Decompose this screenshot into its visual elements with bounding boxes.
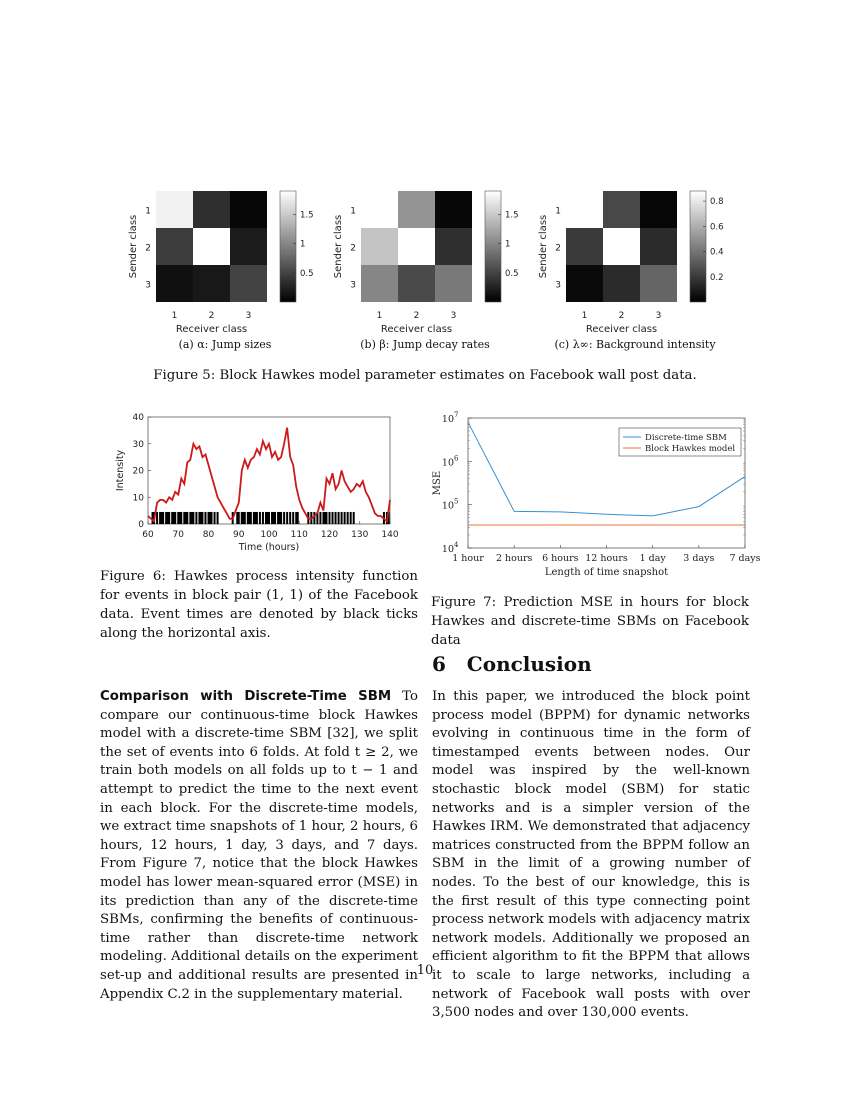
y-tick-label: 10: [441, 414, 454, 425]
heatmap-cell: [193, 228, 230, 265]
x-tick-label: 120: [320, 530, 339, 540]
y-tick-label: 30: [132, 439, 144, 450]
y-axis-label: Sender class: [538, 214, 549, 279]
x-axis-label: Receiver class: [175, 324, 248, 335]
heatmap-cell: [435, 191, 472, 228]
heatmap-cell: [566, 191, 603, 228]
colorbar: [485, 191, 501, 302]
heatmap-cell: [640, 191, 677, 228]
figure6-intensity-chart: [110, 408, 410, 573]
plot-frame: [148, 417, 390, 524]
x-tick-label: 1 hour: [452, 553, 484, 564]
col-tick-label: 2: [618, 311, 625, 321]
heatmap-cell: [398, 228, 435, 265]
heatmap-cell: [398, 265, 435, 302]
row-tick-label: 3: [350, 280, 356, 291]
x-tick-label: 1 day: [639, 553, 666, 564]
figure5-caption: Figure 5: Block Hawkes model parameter estimates on Facebook wall post data.: [153, 368, 697, 383]
x-tick-label: 12 hours: [585, 553, 628, 564]
x-tick-label: 80: [202, 530, 215, 540]
x-tick-label: 130: [351, 530, 369, 540]
x-tick-label: 2 hours: [495, 553, 533, 564]
colorbar-tick-label: 0.8: [710, 197, 724, 208]
row-tick-label: 2: [145, 243, 151, 254]
conclusion-paragraph: In this paper, we introduced the block point process model (BPPM) for dynamic networks evolving in continuous time in the form of timestamped events between nodes. Our model was inspired by the well-known stochastic block model (SBM) for static networks and is a simpler version of the Hawkes IRM. We demonstrated that adjacency matrices constructed from the BPPM follow an SBM in the limit of a growing number of nodes. To the best of our knowledge, this is the first result of this type connecting point process network models with adjacency matrix network models. Additionally we proposed an efficient algorithm to fit the BPPM that allows it to scale to large networks, including a network of Facebook wall posts with over 3,500 nodes and over 130,000 events.: [432, 689, 750, 1021]
legend-label: Block Hawkes model: [645, 444, 736, 454]
figure7-caption: Figure 7: Prediction MSE in hours for block Hawkes and discrete-time SBMs on Facebook data: [431, 595, 749, 648]
heatmap-cell: [603, 191, 640, 228]
y-tick-label: 20: [132, 466, 144, 477]
heatmap-c: [538, 191, 724, 335]
heatmap-cell: [640, 228, 677, 265]
col-tick-label: 1: [376, 311, 383, 321]
col-tick-label: 1: [581, 311, 588, 321]
heatmap-cell: [603, 228, 640, 265]
subcaption-b: (b) β: Jump decay rates: [360, 338, 490, 351]
comparison-runin-heading: Comparison with Discrete-Time SBM: [100, 689, 392, 704]
col-tick-label: 3: [655, 311, 662, 321]
heatmap-cell: [230, 191, 267, 228]
heatmap-cell: [156, 265, 193, 302]
colorbar-tick-label: 0.5: [300, 268, 314, 279]
heatmap-cell: [193, 191, 230, 228]
figure5-heatmaps: [0, 0, 850, 360]
y-tick-label: 10: [132, 493, 144, 504]
heatmap-cell: [398, 191, 435, 228]
row-tick-label: 1: [145, 206, 151, 217]
legend-label: Discrete-time SBM: [645, 433, 727, 443]
colorbar-tick-label: 0.5: [505, 268, 519, 279]
heatmap-b: [333, 191, 519, 335]
heatmap-cell: [435, 228, 472, 265]
heatmap-cell: [435, 265, 472, 302]
col-tick-label: 2: [413, 311, 420, 321]
y-tick-exponent: 7: [454, 411, 459, 419]
colorbar-tick-label: 1.5: [300, 210, 314, 221]
x-axis-label: Time (hours): [238, 542, 300, 553]
y-tick-exponent: 6: [454, 454, 459, 463]
heatmap-cell: [361, 228, 398, 265]
heatmap-cell: [603, 265, 640, 302]
col-tick-label: 2: [208, 311, 215, 321]
row-tick-label: 3: [145, 280, 151, 291]
colorbar-tick-label: 1: [505, 239, 511, 250]
y-tick-label: 40: [132, 413, 144, 423]
heatmap-cell: [156, 191, 193, 228]
row-tick-label: 1: [555, 206, 561, 217]
heatmap-cell: [230, 265, 267, 302]
x-axis-label: Length of time snapshot: [544, 567, 669, 578]
x-tick-label: 70: [172, 530, 184, 540]
heatmap-cell: [156, 228, 193, 265]
y-tick-label: 10: [441, 500, 454, 512]
x-tick-label: 100: [260, 530, 278, 540]
heatmap-cell: [193, 265, 230, 302]
figure6-caption: Figure 6: Hawkes process intensity function for events in block pair (1, 1) of the Facebook data. Event times are denoted by black ticks along the horizontal axis.: [100, 569, 418, 641]
colorbar-tick-label: 1.5: [505, 210, 519, 221]
heatmap-cell: [361, 265, 398, 302]
heatmap-cell: [640, 265, 677, 302]
colorbar-tick-label: 1: [300, 239, 306, 250]
row-tick-label: 2: [555, 243, 561, 254]
row-tick-label: 2: [350, 243, 356, 254]
colorbar: [280, 191, 296, 302]
y-axis-label: Sender class: [333, 214, 344, 279]
y-tick-label: 10: [441, 457, 454, 469]
x-tick-label: 6 hours: [542, 553, 579, 564]
col-tick-label: 3: [450, 311, 457, 321]
page-number: 10: [416, 963, 434, 978]
y-tick-label: 10: [441, 544, 454, 555]
colorbar-tick-label: 0.2: [710, 272, 724, 283]
colorbar-tick-label: 0.6: [710, 222, 724, 233]
x-tick-label: 3 days: [683, 553, 715, 564]
y-tick-label: 0: [138, 520, 144, 530]
x-tick-label: 7 days: [729, 553, 761, 564]
heatmap-cell: [230, 228, 267, 265]
subcaption-a: (a) α: Jump sizes: [178, 338, 272, 351]
subcaption-c: (c) λ∞: Background intensity: [554, 338, 716, 351]
comparison-paragraph: [100, 688, 418, 1004]
heatmap-a: [128, 191, 314, 335]
x-tick-label: 90: [233, 530, 245, 540]
col-tick-label: 1: [171, 311, 178, 321]
x-tick-label: 60: [142, 530, 154, 540]
y-tick-exponent: 5: [454, 497, 459, 506]
intensity-line: [148, 428, 390, 522]
heatmap-cell: [566, 228, 603, 265]
y-axis-label: Sender class: [128, 214, 139, 279]
y-axis-label: MSE: [432, 470, 443, 496]
x-tick-label: 110: [290, 530, 308, 540]
figure7-mse-chart: [428, 408, 768, 580]
colorbar: [690, 191, 706, 302]
x-axis-label: Receiver class: [585, 324, 658, 335]
row-tick-label: 1: [350, 206, 356, 217]
colorbar-tick-label: 0.4: [710, 247, 724, 258]
x-tick-label: 140: [381, 530, 399, 540]
heatmap-cell: [361, 191, 398, 228]
y-tick-exponent: 4: [454, 541, 459, 549]
row-tick-label: 3: [555, 280, 561, 291]
heatmap-cell: [566, 265, 603, 302]
section-heading: 6 Conclusion: [432, 652, 592, 676]
comparison-text: To compare our continuous-time block Hawkes model with a discrete-time SBM [32], we split the set of events into 6 folds. At fold t ≥ 2, we train both models on all folds up to t − 1 and attempt to predict the time to the next event in each block. For the discrete-time models, we extract time snapshots of 1 hour, 2 hours, 6 hours, 12 hours, 1 day, 3 days, and 7 days. From Figure 7, notice that the block Hawkes model has lower mean-squared error (MSE) in its prediction than any of the discrete-time SBMs, confirming the benefits of continuous-time rather than discrete-time network modeling. Additional details on the experiment set-up and additional results are presented in Appendix C.2 in the supplementary material.: [100, 689, 418, 1002]
col-tick-label: 3: [245, 311, 252, 321]
x-axis-label: Receiver class: [380, 324, 453, 335]
y-axis-label: Intensity: [115, 449, 126, 492]
